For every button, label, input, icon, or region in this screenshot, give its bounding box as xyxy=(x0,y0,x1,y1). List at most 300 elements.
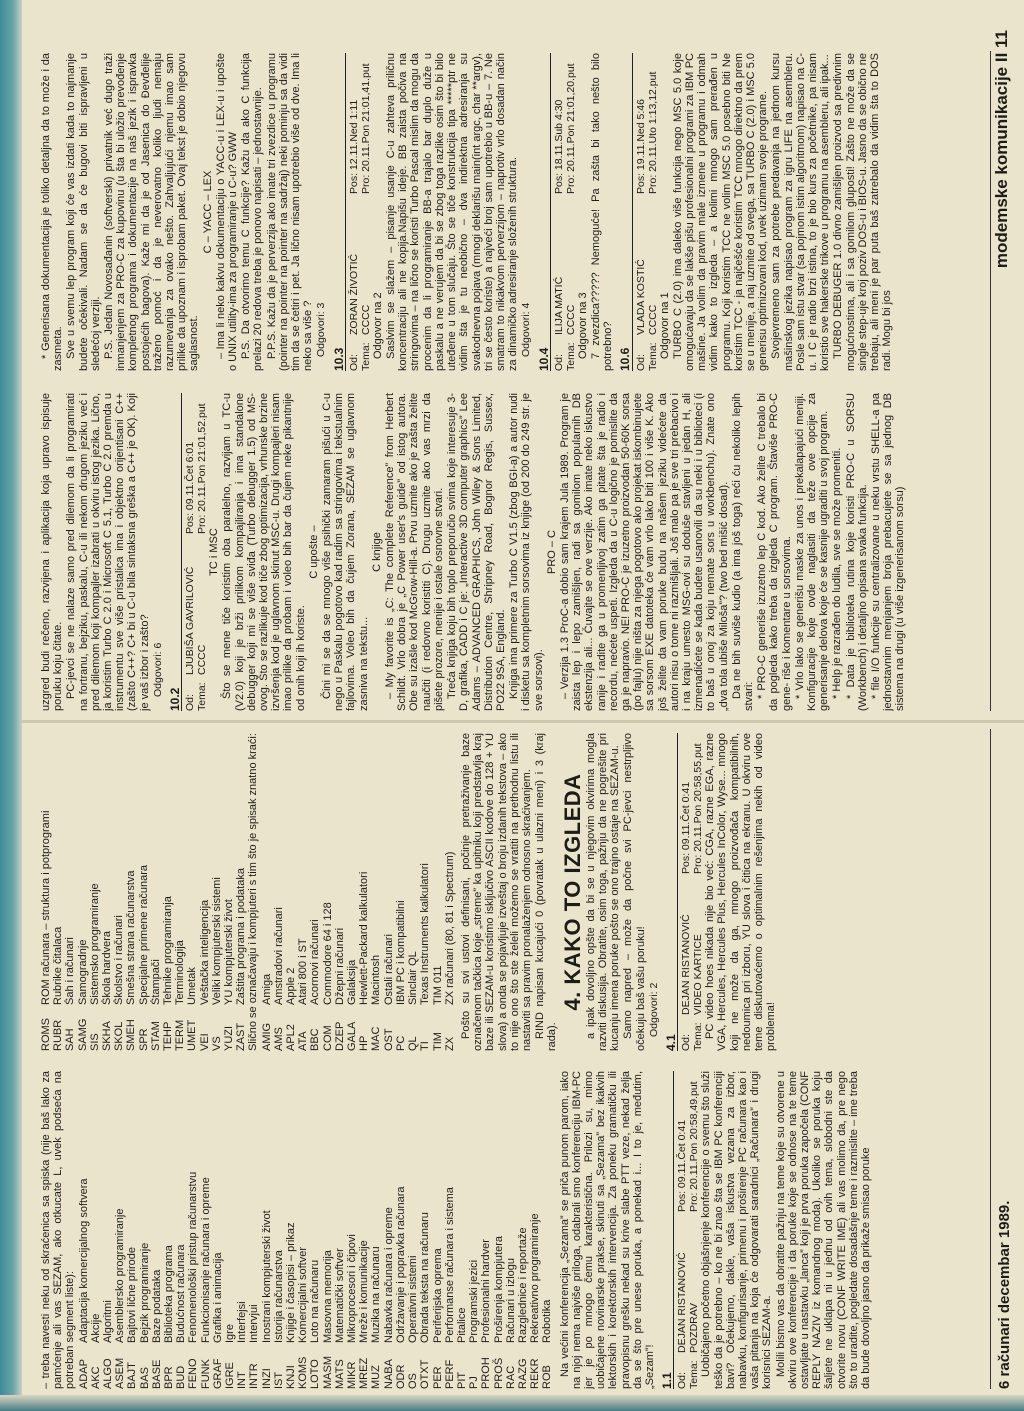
abbreviation-code: SMEH xyxy=(125,1019,138,1051)
abbreviation-meaning: Bejzik programiranje xyxy=(138,1242,151,1343)
from-value: DEJAN RISTANOVIĆ xyxy=(676,1252,689,1353)
posted-value: Pos: 09.11.Čet 6:01 xyxy=(184,441,197,534)
section-number: 10.4 xyxy=(538,53,551,371)
abbreviation-code: ROB xyxy=(541,1365,554,1389)
abbreviation-code: ZAST xyxy=(235,1022,248,1051)
paragraph: Čini mi se da se mnogo više psihički zamaram pišući u C-u nego u Paskalu pogotovo kad radim sa stringovima i tekstualnim fajlovima. Voleo bih da čujem Zorana, SEZAM se uglavnom zasniva na tekstu... xyxy=(321,393,370,711)
paragraph: Uobičajeno početno objašnjenje konferencije o svemu što služi teško da je potrebno – ko ne bi znao šta se IBM PC konferenciji bavi? Očekujemo, dakle, vaša iskustva vezana za izbor, nabavku, konfigurisanje, primenu i proširenje PC računara kao i vaša pitanja na koja će odgovarati saradnici „Računara” i drugi korisnici SEZAM-a. xyxy=(700,1071,774,1389)
abbreviation-meaning: Pitalice xyxy=(455,1307,468,1343)
paragraph: 7 zvezdica????? Nemoguće! Pa zašta bi tako nešto bilo potrebno? xyxy=(589,53,615,371)
abbreviation-code: GRAF xyxy=(211,1358,224,1389)
posted-value: Pos: 09.11.Čet 0:41 xyxy=(680,781,693,874)
abbreviation-code: ALGO xyxy=(102,1358,115,1389)
abbreviation-row xyxy=(162,733,174,1051)
replies-count: Odgovori: 3 xyxy=(315,302,328,357)
abbreviation-meaning: Grafika i animacija xyxy=(211,1252,224,1343)
abbreviation-row xyxy=(90,1071,102,1389)
abbreviation-row xyxy=(200,1071,212,1389)
abbreviation-row xyxy=(334,1071,346,1389)
abbreviation-meaning: Knjige i časopisi – prikaz xyxy=(285,1222,298,1343)
abbreviation-row xyxy=(395,1071,407,1389)
abbreviation-row xyxy=(505,1071,517,1389)
abbreviation-code: PERF xyxy=(443,1359,456,1389)
abbreviation-row xyxy=(175,1071,187,1389)
abbreviation-code: SAMG xyxy=(76,1018,89,1051)
paragraph: P.S. Da otvorimo temu C funkcije? Kažu da ako C funkcija prelazi 20 redova treba je ponovo napisati – jednostavnije. xyxy=(240,53,265,371)
abbreviation-row xyxy=(273,733,285,1051)
abbreviation-code: IST xyxy=(272,1371,285,1389)
abbreviation-row xyxy=(211,733,223,1051)
abbreviation-row xyxy=(187,1071,199,1389)
abbreviation-meaning: Veštačka inteligencija xyxy=(198,899,211,1005)
paragraph: – My favorite is „C: The complete Reference” from Herbert Schildt. Vrlo dobra je „C Power user's guide” od istog autora. Obe su izašle kod McGrow-Hill-a. Prvu uzmite ako je zašta želite naučiti (i redovno koristiti C). Drugu uzmite ako vas mrzi da pišete prozore, menije i ostale osnovne stvari. xyxy=(384,393,445,711)
paragraph: a ipak dovoljno opšte da bi se u njegovim okvirima mogla razviti diskusija. Obratite, osim toga, pažnju da ne pogrešite pri kucanju imena poruke pošto se ono trajno ostaje na SEZAM-u. xyxy=(584,733,622,1051)
abbreviation-code: PC xyxy=(394,1035,407,1051)
abbreviation-meaning: Veliki kompjuterski sistemi xyxy=(210,877,223,1005)
paragraph: P.P.S. Kažu da je perverzija ako imate tri zvezdice u programu (pointer na pointer na pointer na sadržaj) neki pominju sa da vidi tim da se četiri i pet. Ja lično nisam upotrebio više od dve. Ima li neko sa više ? xyxy=(265,53,315,371)
paragraph: Sve u svemu lep program koji će vas izdati kada to najmanje budete očekivali. Nadam se da će bugovi biti ispravljeni u sledećoj verziji. xyxy=(65,53,102,371)
page-footer-right: modemske komunikacije II 11 xyxy=(992,30,1011,269)
abbreviation-meaning: Asemblersko programiranje xyxy=(114,1208,127,1343)
posted-value: Pos: 12.11.Ned 1:11 xyxy=(347,99,360,194)
abbreviation-code: SAH xyxy=(64,1028,77,1051)
abbreviation-row xyxy=(493,1071,505,1389)
paragraph: Na većini konferencija „Sezama” se priča punom parom, iako na njoj nema najviše priloga, odabrali smo konferenciju IBM-PC jer je po mnogo čemu karakteristična. Prilozi su, mimo uobičajene novinarske prakse, skinuti sa „Sezama” bez ikakvih lektorskih i korektorskih intervencija. Za poneku gramatičku ili pravopisnu grešku nekad su krive slabe PTT veze, nekad želja da se što pre unese poruka, a ponekad i... I to je, međutim, „Sezam”! xyxy=(558,1071,656,1389)
footer-rule xyxy=(990,729,991,1389)
abbreviation-row xyxy=(261,733,273,1051)
abbreviation-row xyxy=(370,733,382,1051)
abbreviation-row xyxy=(77,733,89,1051)
abbreviation-row xyxy=(235,733,247,1051)
abbreviation-meaning: Masovna memorija xyxy=(321,1250,334,1343)
abbreviation-row xyxy=(223,733,235,1051)
topic-value: CCCC xyxy=(564,304,577,335)
paragraph: Svojevremeno sam za potrebe predavanja na jednom kursu mašinskog jezika napisao program za igru LIFE na asembleru. Posle sam istu stvar (sa pojmom istim algoritmom) napisao na C-u. I C je radio brzi istina, to je bio kurs za početnike, pa nisam koristio sve hakerske trikove u programu na asembleru, ali ipak... xyxy=(770,53,832,371)
abbreviation-row xyxy=(150,733,162,1051)
read-value: Pro: 20.11.Pon 20:58,49.put xyxy=(688,1081,701,1212)
column-4 xyxy=(40,53,970,371)
abbreviation-row xyxy=(444,733,456,1051)
abbreviation-meaning: Amstradovi računari xyxy=(272,907,285,1005)
abbreviation-meaning: Programski jezici xyxy=(468,1259,481,1343)
abbreviation-meaning: Budućnost računara xyxy=(175,1244,188,1343)
abbreviation-meaning: Zaštita programa i podataka xyxy=(235,868,248,1005)
abbreviation-row xyxy=(334,733,346,1051)
abbreviation-code: OST xyxy=(382,1028,395,1051)
abbreviation-meaning: Matematički softver xyxy=(333,1248,346,1343)
message-header xyxy=(553,53,577,371)
abbreviation-code: MAC xyxy=(370,1026,383,1051)
abbreviation-code: KNJI xyxy=(285,1365,298,1389)
abbreviation-meaning: Istorija računarstva xyxy=(272,1250,285,1343)
abbreviation-code: PIT xyxy=(455,1371,468,1389)
paragraph: Odgovor na 3 xyxy=(576,292,589,359)
abbreviation-meaning: Bajtovi lične prirode xyxy=(126,1247,139,1343)
abbreviation-code: SKHA xyxy=(101,1021,114,1051)
topic-label: Tema: xyxy=(359,342,372,371)
abbreviation-meaning: TIM 011 xyxy=(431,965,444,1005)
abbreviation-meaning: Umetak xyxy=(186,967,199,1005)
abbreviation-row xyxy=(358,733,370,1051)
abbreviation-meaning: Školstvo i računari xyxy=(113,915,126,1005)
paragraph: TURBO DEBUGER 1.0 divno zamišljen proizvod sa predivnim mogućnostima, ali i sa gomilom gluposti! Zašto ne može da se single step-uje kroj poziv DOS-u i BIOS-u. Jasno da se obično ne trebaju, ali meni je par puta baš zatrebalo da vidim šta to DOS radi. Mogu bi jos xyxy=(832,53,894,371)
abbreviation-meaning: Commodore 64 i 128 xyxy=(321,902,334,1005)
read-value: Pro: 20.11.Pon 21:01,41.put xyxy=(359,63,372,194)
paragraph: Što se mene tiče koristim oba paralelno, razvijam u TC-u (V2.0) koji je brži prilikom kompajliranja i ima standalone debugger koji mi se više sviđa (Turbo debugger 1.5) od MS-ovog. Što se razlikuje kod tiče zbog optimizacija, vrhunske brzine izvršenja kod je uglavnom skinut MSC-u. Drugi kompajleri nisam imao prilike da probam i voleo bih bar da čujem neke pikantnije od onih koji ih koriste. xyxy=(221,393,307,711)
posted-value: Pos: 19.11.Ned 5:46 xyxy=(634,99,647,194)
abbreviation-meaning: Apple 2 xyxy=(285,967,298,1005)
abbreviation-code: QL xyxy=(407,1036,420,1051)
from-label: Od: xyxy=(184,694,197,711)
topic-value: CCCC xyxy=(646,304,659,335)
abbreviation-row xyxy=(102,1071,114,1389)
abbreviation-meaning: Tehnike programiranja xyxy=(162,896,175,1005)
abbreviation-code: OS xyxy=(407,1373,420,1389)
topic-value: VIDEO KARTICE xyxy=(692,934,705,1015)
abbreviation-list xyxy=(40,733,247,1051)
abbreviation-meaning: Texas Instruments kalkulatori xyxy=(419,863,432,1005)
paragraph: * Help je razrađen do ludila, sve se može promeniti. xyxy=(831,447,844,699)
abbreviation-row xyxy=(285,733,297,1051)
abbreviation-meaning: Terminologija xyxy=(174,940,187,1005)
abbreviation-list xyxy=(78,1071,554,1389)
abbreviation-row xyxy=(419,733,431,1051)
abbreviation-meaning: Računari u izlogu xyxy=(504,1258,517,1343)
abbreviation-meaning: Biblioteka programa xyxy=(163,1245,176,1343)
abbreviation-code: VS xyxy=(210,1036,223,1051)
abbreviation-code: TEHP xyxy=(162,1021,175,1051)
replies-count: Odgovori: 4 xyxy=(520,302,533,357)
paragraph: Treća knjiga koju bih toplo preporučio svima koje interesuje 3-D, grafika, CADD i C je: „Interactive 3D computer graphics” Lee Adams – ADVANCED GRAPHICS, John Wiley & Sons Limited, Distribution Centre, Shripney Road, Bognor Regis, Sussex, PO22 9SA, England. xyxy=(446,393,507,711)
abbreviation-row xyxy=(322,1071,334,1389)
section-number: 10.6 xyxy=(619,53,632,371)
abbreviation-code: HP xyxy=(358,1035,371,1051)
abbreviation-code: YUZI xyxy=(223,1025,236,1051)
abbreviation-meaning: Igre xyxy=(224,1324,237,1343)
abbreviation-code: FUNK xyxy=(199,1359,212,1389)
paragraph: RIND napisan kucajući 0 (povratak u ulazni meni) i 3 (kraj rada). xyxy=(534,733,559,1051)
abbreviation-row xyxy=(174,733,186,1051)
abbr-intro: – treba navesti neku od skraćenica sa spiska (nije baš lako za pamćenje ali vas SEZAM, ako otkucate L, uvek podseća na potreban segment liste): xyxy=(40,1071,77,1389)
message-header xyxy=(184,393,208,711)
section-title: 4. KAKO TO IZGLEDA xyxy=(559,773,585,1011)
paragraph: Odgovor na 2 xyxy=(371,292,384,359)
abbreviation-row xyxy=(517,1071,529,1389)
abbreviation-row xyxy=(52,733,64,1051)
posted-value: Pos: 09.11.Čet 0:41 xyxy=(676,1119,689,1212)
read-value: Pro: 20.11.Pon 21:01,20.put xyxy=(564,63,577,194)
abbreviation-row xyxy=(529,1071,541,1389)
abbreviation-meaning: Komercijalni softver xyxy=(297,1247,310,1343)
replies-count: Odgovori: 2 xyxy=(647,982,660,1037)
abbreviation-row xyxy=(138,733,150,1051)
page-edge xyxy=(0,0,22,1411)
abbreviation-code: ATA xyxy=(297,1031,310,1051)
paragraph: * PRO-C generiše izuzetno lep C kod. Ako želite C trebalo bi da pogleda kako treba da izgleda C program. Štaviše PRO-C gene- riše i komentare u sorsovima. xyxy=(756,393,793,711)
abbreviation-row xyxy=(212,1071,224,1389)
abbreviation-code: LOTO xyxy=(309,1359,322,1389)
paragraph: Saslvim se slažem – pisanje usanje C-u zahteva priličnu koncentraciju ali ne kopija.Napišu ideje. BB zaista počiva na stringovima – na lično se koristi Turbo Pascal mislim da mogu da procenim da li programiranje BB-a trajalo bar duplo duže u paskalu a ne verujem da bi se zbog toga razlike osim što bi bilo uteđene u tom slučaju. Što se tiče konstrukcija tipa *****ptr ne vidim šta je tu neobično – dva indirektna adresiranja su svakodnevna pojava (mnogi deklarišu main(int argc, char **argv), tri se često koriste) a najveći broj sam upotrebio u BB-u – 7. Ne smatram to nikakvom perverzijom – naprotiv vrlo dosadan način za dinamičko adresiranje složenih struktura. xyxy=(385,53,520,371)
abbreviation-row xyxy=(480,1071,492,1389)
abbreviation-row xyxy=(358,1071,370,1389)
subheading: PRO – C xyxy=(545,530,558,575)
abbreviation-meaning: Štampači xyxy=(149,959,162,1005)
abbreviation-code: FENO xyxy=(187,1358,200,1389)
abbreviation-code: KOMS xyxy=(297,1356,310,1389)
from-label: Od: xyxy=(347,354,360,371)
abbreviation-code: ZX xyxy=(443,1036,456,1051)
paragraph: Pošto su svi ustovi definisani, počinje pretraživanje baze označenom tačkica koje „streme” ka upitniku koji predstavlja kraj baze ili SEZAM-u koristimo isključivo ASCII kodove do 128 + YU slova) a onda se pojavljuje izveštaj o broju izdanih tekstova – ako to nije ono što ste želeli možemo se vratiti na prethodnu listu ili nastaviti sa pravim pronalaženjem odnosno skraćivanjem. xyxy=(459,733,533,1051)
computer-abbreviation-list xyxy=(261,733,456,1051)
abbreviation-meaning: Nabavka računara i opreme xyxy=(382,1207,395,1343)
abbreviation-meaning: IBM PC i kompatibilni xyxy=(394,900,407,1005)
column-1 xyxy=(40,1071,970,1389)
paragraph: * Generisana dokumentacija je toliko detaljna da to može i da zasmeta. xyxy=(40,53,65,371)
abbreviation-code: AMS xyxy=(272,1027,285,1051)
abbreviation-row xyxy=(432,1071,444,1389)
abbreviation-code: BAJT xyxy=(126,1362,139,1389)
abbreviation-code: AMIG xyxy=(260,1022,273,1051)
paragraph: P.S. Jedan Novosađanin (softverski) privatnik već dugo traži inmanjenjem za PRO-C za kupovinu (u šta bi uložio prevođenje kompletnog programa i dokumentacije na naš jezik i ispravka postojećih bagova). Kaže mi da je od Jasenica do Đevđelije traženo pomoć i da je neverovatno koliko ljudi nemaju razumevanja za ovako nešto. Zahvaljujući njemu imao sam prilike da upoznam i isprobam paket. Ovaj tekst je dobio njegovu saglasnost. xyxy=(103,53,201,371)
topic-label: Tema: xyxy=(196,682,209,711)
abbreviation-meaning: Smešna strana računarstva xyxy=(125,870,138,1005)
abbreviation-code: TI xyxy=(419,1041,432,1051)
abbreviation-code: IGRE xyxy=(224,1362,237,1389)
abbreviation-code: VEI xyxy=(198,1033,211,1051)
abbreviation-row xyxy=(186,733,198,1051)
abbreviation-row xyxy=(383,1071,395,1389)
abbreviation-code: MUZ xyxy=(370,1365,383,1389)
abbreviation-code: TIM xyxy=(431,1032,444,1051)
message-header xyxy=(635,53,659,371)
message-header xyxy=(680,733,704,1051)
paragraph: Molili bismo vas da obratite pažnju na teme koje su otvorene u okviru ove konferencije i da poruke koje se odnose na te teme ostavljate u nastavku „lanca” koji je prva poruka započela (CONF REPLY NAZIV iz komandnog moda). Ukoliko se poruka koju šaljete ne uklapa ni u jednu od ovih tema, slobodni ste da otvorite novu (CONF WRITE IME) ali vas molimo da, pre nego što to uradite, pogledate dosadašnje teme i razmislite – ime treba da bude dovoljno jasno da prikaže smisao poruke xyxy=(774,1071,872,1389)
abbreviation-row xyxy=(370,1071,382,1389)
abbreviation-meaning: Inostrani kompjuterski život xyxy=(260,1210,273,1343)
abbreviation-meaning: Periferijska oprema xyxy=(431,1248,444,1343)
abbreviation-row xyxy=(432,733,444,1051)
abbreviation-code: BAS xyxy=(138,1366,151,1389)
abbreviation-code: MIKR xyxy=(346,1361,359,1389)
abbreviation-code: MREZ xyxy=(358,1357,371,1389)
abbreviation-code: BASE xyxy=(150,1359,163,1389)
abbreviation-row xyxy=(113,733,125,1051)
abbreviation-meaning: Acornovi računari xyxy=(309,919,322,1005)
subheading: C upošte – xyxy=(307,525,320,579)
abbreviation-code: SPR xyxy=(137,1028,150,1051)
abbreviation-code: COM xyxy=(321,1025,334,1051)
from-value: LJUBIŠA GAVRILOVIĆ xyxy=(184,566,197,675)
abbreviation-meaning: Šah i računari xyxy=(64,937,77,1005)
abbreviation-meaning: Škola hardvera xyxy=(101,931,114,1005)
topic-value: CCCC xyxy=(196,644,209,675)
paragraph: uzgred budi rečeno, razvijena i aplikacija koja upravo ispisuje poruku koju čitate. xyxy=(40,393,65,711)
abbreviation-meaning: Mreže i komunikacije xyxy=(358,1240,371,1343)
abbreviation-row xyxy=(395,733,407,1051)
paragraph: Knjiga ima primere za Turbo C V1.5 (zbog BGI-a) a autor nudi i disketu sa kompletnim sorsovima iz knjige (od 200 do 249 str. je sve sorsovi). xyxy=(508,393,545,711)
abbreviation-row xyxy=(261,1071,273,1389)
from-value: VLADA KOSTIĆ xyxy=(634,259,647,335)
paragraph: Samo napred – može da počne svi PC-jevci nestrpljivo očekuju baš vašu poruku! xyxy=(622,733,647,1051)
paragraph: * file I/O funkcije su centralizovane u neku vrstu SHELL-a pa jednostavnim menjanjem broja prebacujete se sa jednog DB sistema na drugi (u više izgenerisanom sorsu) xyxy=(870,393,907,711)
abbreviation-row xyxy=(407,1071,419,1389)
abbreviation-meaning: Adaptacija komercijalnog softvera xyxy=(77,1178,90,1343)
paragraph: TURBO C (2.0) ima daleko više funkcija nego MSC 5.0 koje omogućavaju da se lakše pišu profesionalni programi za IBM PC mašine. Ja volim da pravim male izmene u programu i odmah vidim kako to izgleda – a kolimi mnogo sam prerađen u programu. Koji koristim TCC ne volim MSC 5.0 posebno biti Ne koristim TCC - ja najčešće koristim TCC mnogo direktno da prem se u menije, a naj uzmite od svega, sa TURBO C (2.0) i MSC 5.0 generisu optimizovani kod, uvek uzimam svoje programe. xyxy=(671,53,770,371)
replies-count: Odgovori: 6 xyxy=(151,642,164,697)
paragraph: * Vrlo lako se generišu maske za unos i prekalapajući meniji. Konfiguracije koje ovde naglasiti da teže ove opcije za generisanje delova koje će se kasnije ugraditi u svoj program. xyxy=(793,393,831,711)
abbreviation-row xyxy=(297,733,309,1051)
abbreviation-row xyxy=(89,733,101,1051)
abbreviation-row xyxy=(346,1071,358,1389)
paragraph: – Ima li neko kakvu dokumentaciju o YACC-u i LEX-u i upošte o UNIX utility-ima za programiranje u C-u? GWW xyxy=(214,53,240,371)
abbreviation-meaning: Rekreativno programiranje xyxy=(529,1213,542,1343)
abbreviation-code: NABA xyxy=(382,1359,395,1389)
topic-label: Tema: xyxy=(646,342,659,371)
paragraph: PC video hoes nikada nije bio već: CGA, razne EGA, razne VGA, Hercules, Hercules Plus, Hercules InColor, Wyse... mnogo koji ne može da ga, mnogo proizvođača kompatibilnih, nedoumica pri izboru, YU slova i čitica na ekranu. U okviru ove teme diskutovaćemo o optimalnim rešenjima nekih od video problema! xyxy=(704,733,778,1051)
abbreviation-meaning: Macintosh xyxy=(370,954,383,1005)
footer-rule xyxy=(990,51,991,711)
abbreviation-code: ODR xyxy=(394,1364,407,1389)
from-label: Od: xyxy=(552,354,565,371)
abbreviation-row xyxy=(126,1071,138,1389)
from-label: Od: xyxy=(676,1372,689,1389)
abbreviation-meaning: Ostali računari xyxy=(382,934,395,1005)
section-number: 4.1 xyxy=(665,733,678,1051)
abbreviation-code: RAZG xyxy=(516,1358,529,1389)
abbreviation-code: BUD xyxy=(175,1365,188,1389)
abbreviation-meaning: Specijalne primene računara xyxy=(137,864,150,1005)
paragraph: * Data je biblioteka rutina koje koristi PRO-C u SORSU (Workbench) i detaljno opisana svaka funkcija. xyxy=(844,393,869,711)
abbreviation-row xyxy=(224,1071,236,1389)
message-header xyxy=(348,53,372,371)
column-2 xyxy=(40,733,970,1051)
abbreviation-row xyxy=(309,733,321,1051)
message-header xyxy=(676,1071,700,1389)
abbreviation-row xyxy=(114,1071,126,1389)
read-value: Pro: 20.11.Pon 21:01,52.put xyxy=(196,403,209,534)
from-label: Od: xyxy=(680,1034,693,1051)
abbreviation-meaning: Džepni računari xyxy=(333,927,346,1005)
abbreviation-row xyxy=(541,1071,553,1389)
abbreviation-row xyxy=(163,1071,175,1389)
page-footer-left: 6 računari decembar 1989. xyxy=(996,1200,1013,1389)
abbreviation-meaning: Razglednice i reportaže xyxy=(516,1227,529,1343)
from-label: Od: xyxy=(634,354,647,371)
topic-value: CCCC xyxy=(359,304,372,335)
abbreviation-meaning: Hewlett-Packard kalkulatori xyxy=(358,871,371,1005)
abbreviation-meaning: Sinclair QL xyxy=(407,951,420,1005)
abbreviation-meaning: Galaksija xyxy=(346,959,359,1005)
abbreviation-meaning: YU kompjuterski život xyxy=(223,899,236,1005)
abbreviation-meaning: Operativni sistemi xyxy=(407,1255,420,1343)
section-number: 10.2 xyxy=(169,393,182,711)
abbreviation-row xyxy=(101,733,113,1051)
abbreviation-code: SKOL xyxy=(113,1021,126,1051)
abbreviation-code: MATS xyxy=(333,1359,346,1389)
abbreviation-meaning: Robotika xyxy=(541,1299,554,1343)
abbreviation-code: ROMS xyxy=(40,1018,52,1051)
section-number: 10.3 xyxy=(333,53,346,371)
abbreviation-row xyxy=(273,1071,285,1389)
abbreviation-code: RAC xyxy=(504,1365,517,1389)
paragraph: Odgovor na 1 xyxy=(658,292,671,359)
topic-label: Tema: xyxy=(692,1022,705,1051)
abbreviation-meaning: Mikroprocesori i čipovi xyxy=(346,1234,359,1343)
abbreviation-meaning: Samogradnje xyxy=(76,939,89,1005)
subheading: C knjige xyxy=(370,532,383,572)
abbreviation-code: TERM xyxy=(174,1019,187,1051)
read-value: Pro: 20.11.Uto 1:13,12.put xyxy=(646,71,659,194)
abbreviation-row xyxy=(444,1071,456,1389)
abbreviation-meaning: Profesionalni hardver xyxy=(480,1239,493,1343)
abbreviation-meaning: Akcije xyxy=(89,1313,102,1343)
abbreviation-meaning: ZX računari (80, 81 i Spectrum) xyxy=(443,851,456,1005)
abbreviation-row xyxy=(309,1071,321,1389)
abbreviation-code: INTR xyxy=(248,1363,261,1389)
topic-label: Tema: xyxy=(564,342,577,371)
page-fold xyxy=(0,720,1024,723)
abbreviation-meaning: Baze podataka xyxy=(150,1269,163,1343)
paragraph: PC-jevci se ne nalaze samo pred dilemom da li programirati na fortranu, bejziku, paskalu, C-u ili nekom drugom jeziku već i pred dilemom koji kompajler izabrati u okviru istog jezika. Lično, ja koristim Turbo C 2.0 i Microsoft C 5.1, Turbo C 2.0 premda u instrumentu sve više pristalica ima i objektno orijentisani C++ (zašto C++? C+ bi u C-u bila sintaksna greška a C++ je OK). Koji je vaš izbor i zašto? xyxy=(65,393,151,711)
abbreviation-code: INZI xyxy=(260,1368,273,1389)
abbreviation-row xyxy=(419,1071,431,1389)
topic-label: Tema: xyxy=(688,1360,701,1389)
abbreviation-row xyxy=(199,733,211,1051)
abbreviation-code: BPR xyxy=(163,1366,176,1389)
abbreviation-row xyxy=(40,733,52,1051)
abbreviation-row xyxy=(322,733,334,1051)
topic-value: POZDRAV xyxy=(688,1303,701,1353)
abbreviation-meaning: Amiga xyxy=(260,973,273,1005)
paragraph: – Verzija 1.3 ProC-a dobio sam krajem Jula 1989. Program je zaista lep i lepo zamišljen, radi sa gomilom popularnih DB ekstenzija ali... Čuvajte se ove verzije. Ako imate neko iskustvo ranije i radite ga u promenljivoj zatim ga pitate šta je radio i recordu, nećete uspeti. Izgleda da u C-u logično je pomislite da ga je napravio. NE! PRO-C je izuzetno proizvodan 50-60K sorsa (po fajlu) nije ništa za njega pogotovo ako projekat iskombinujete sa sorsom EXE datoteka će vam vrlo lako biti 100 i više K. Ako još želite da vam poruke budu na našem jeziku videćete da autori nisu o tome ni razmišljali. Još malo pa je sve tri prebacivo i i na kraju umesto MSG-ovi su doduše stavljeni u jedan H, ali izmenadićete se kada budete usanovili da su neki i u biblioteci (i to baš u onoj za koju nemate sors u workbenchu). Znate ono „dva tola ubiše Miloša”? (two bed mišić dosad). xyxy=(558,393,730,711)
from-value: DEJAN RISTANOVIĆ xyxy=(680,914,693,1015)
abbreviation-code: STAM xyxy=(149,1021,162,1051)
abbreviation-row xyxy=(456,1071,468,1389)
abbreviation-meaning: Rubrike čitalaca xyxy=(52,926,65,1005)
abbreviation-code: REKR xyxy=(529,1358,542,1389)
abbreviation-meaning: Interfejsi xyxy=(236,1301,249,1343)
posted-value: Pos: 18.11.Sub 4:30 xyxy=(552,99,565,194)
subheading: TC i MSC xyxy=(208,528,221,576)
abbreviation-row xyxy=(64,733,76,1051)
abbreviation-code: INT xyxy=(236,1371,249,1389)
abbreviation-meaning: Algoritmi xyxy=(102,1300,115,1343)
abbreviation-meaning: ROM računara – struktura i potprogrami xyxy=(40,810,52,1005)
abbreviation-code: PROH xyxy=(480,1357,493,1389)
abbreviation-code: MASM xyxy=(321,1356,334,1389)
abbreviation-row xyxy=(125,733,137,1051)
abbreviation-row xyxy=(78,1071,90,1389)
from-value: ILIJA MATIĆ xyxy=(552,276,565,335)
computer-list-intro: Slično se označavaju i kompjuteri s tim što je spisak znatno kraći: xyxy=(247,733,260,1051)
abbreviation-code: AKC xyxy=(89,1366,102,1389)
abbreviation-meaning: Loto na računaru xyxy=(309,1259,322,1343)
page-edge xyxy=(0,1395,1024,1411)
abbreviation-row xyxy=(151,1071,163,1389)
abbreviation-meaning: Intervjui xyxy=(248,1304,261,1343)
abbreviation-code: RUBR xyxy=(52,1019,65,1051)
subheading: C – YACC – LEX xyxy=(201,170,214,254)
abbreviation-row xyxy=(383,733,395,1051)
abbreviation-code: OTXT xyxy=(419,1359,432,1389)
abbreviation-row xyxy=(285,1071,297,1389)
abbreviation-code: APL2 xyxy=(285,1024,298,1051)
abbreviation-code: SIS xyxy=(88,1033,101,1051)
abbreviation-code: PER xyxy=(431,1366,444,1389)
abbreviation-code: PJ xyxy=(468,1376,481,1389)
abbreviation-row xyxy=(236,1071,248,1389)
from-value: ZORAN ŽIVOTIĆ xyxy=(347,253,360,335)
